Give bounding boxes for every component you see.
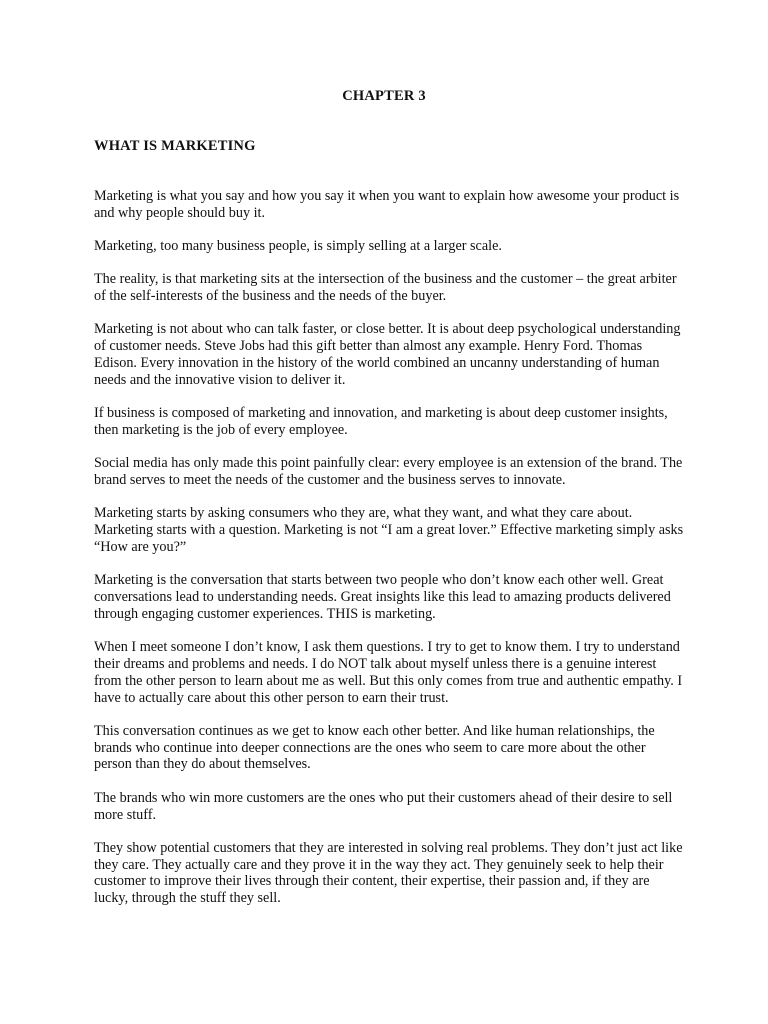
paragraph: Marketing starts by asking consumers who they are, what they want, and what they care about. Marketing starts with a question. Marketing is not “I am a great lover.” Effective marketing simply asks “How are you?” <box>94 505 684 555</box>
paragraph: The reality, is that marketing sits at the intersection of the business and the customer – the great arbiter of the self-interests of the business and the needs of the buyer. <box>94 271 677 305</box>
paragraph: Marketing, too many business people, is simply selling at a larger scale. <box>94 238 502 255</box>
body-text <box>94 188 684 924</box>
chapter-title: CHAPTER 3 <box>342 88 426 104</box>
paragraph: Social media has only made this point painfully clear: every employee is an extension of the brand. The brand serves to meet the needs of the customer and the business serves to innovate. <box>94 455 683 489</box>
paragraph: If business is composed of marketing and innovation, and marketing is about deep customer insights, then marketing is the job of every employee. <box>94 405 668 438</box>
paragraph: The brands who win more customers are the ones who put their customers ahead of their desire to sell more stuff. <box>94 789 673 823</box>
paragraph: Marketing is the conversation that starts between two people who don’t know each other well. Great conversations lead to understanding needs. Great insights like this lead to amazing products delivered through engaging customer experiences. THIS is marketing. <box>94 572 671 622</box>
paragraph: This conversation continues as we get to know each other better. And like human relationships, the brands who continue into deeper connections are the ones who seem to care more about the other person than they do about themselves. <box>94 722 655 773</box>
paragraph: Marketing is not about who can talk faster, or close better. It is about deep psychological understanding of customer needs. Steve Jobs had this gift better than almost any example. Henry Ford. Thomas Edison. Every innovation in the history of the world combined an uncanny understanding of human needs and the innovative vision to deliver it. <box>94 321 681 388</box>
paragraph: They show potential customers that they are interested in solving real problems. They don’t just act like they care. They actually care and they prove it in the way they act. They genuinely seek to help their customer to improve their lives through their content, their expertise, their passion and, if they are lucky, through the stuff they sell. <box>94 839 683 907</box>
section-heading: WHAT IS MARKETING <box>94 138 256 154</box>
paragraph: When I meet someone I don’t know, I ask them questions. I try to get to know them. I try to understand their dreams and problems and needs. I do NOT talk about myself unless there is a genuine interest from the other person to learn about me as well. But this only comes from true and authentic empathy. I have to actually care about this other person to earn their trust. <box>94 639 683 706</box>
paragraph: Marketing is what you say and how you say it when you want to explain how awesome your product is and why people should buy it. <box>94 188 680 221</box>
